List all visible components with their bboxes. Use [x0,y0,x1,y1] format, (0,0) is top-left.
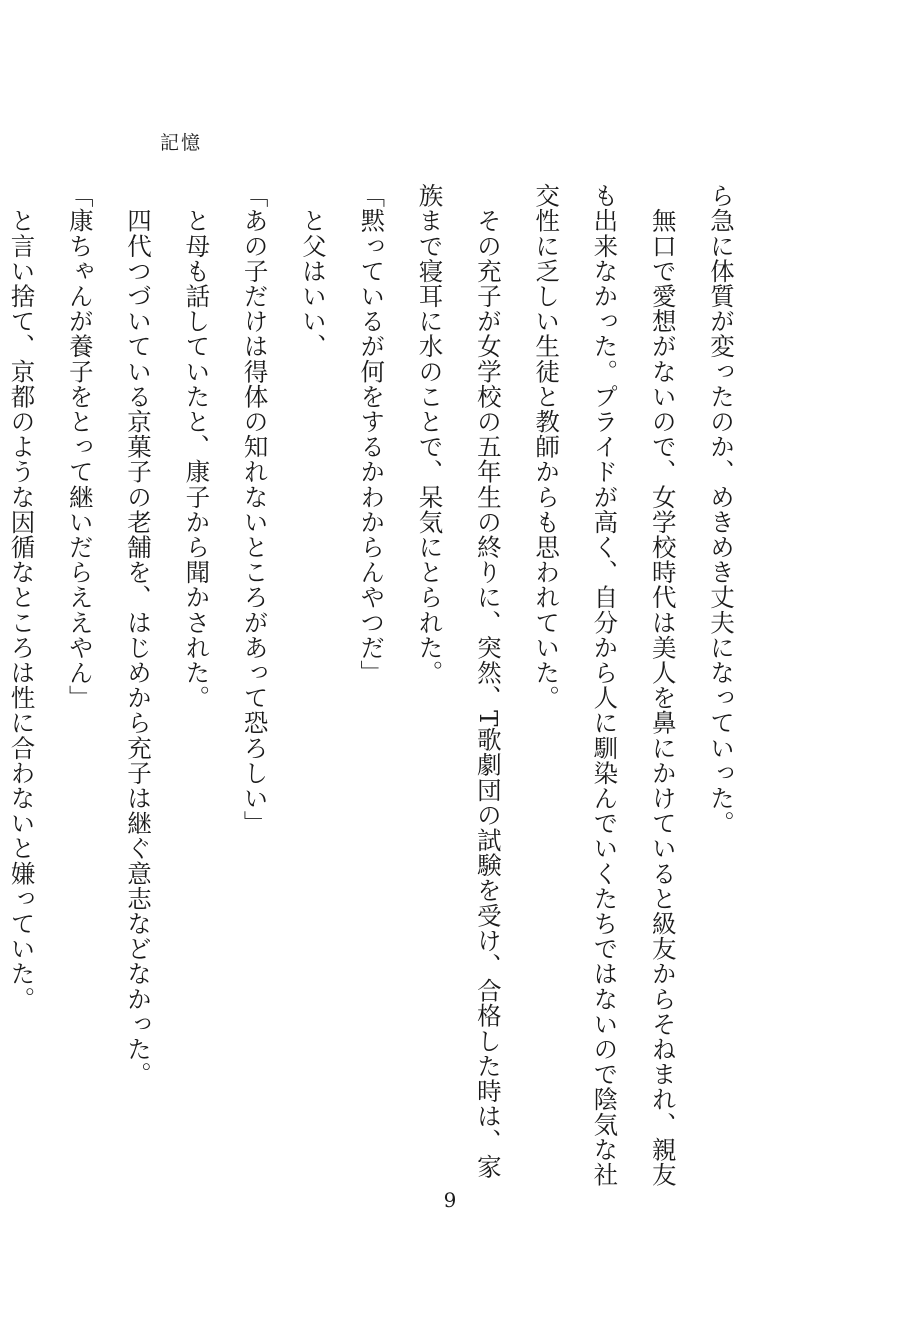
body-text [0,183,750,1187]
text-line: 族まで寝耳に水のことで、呆気にとられた。 [415,183,445,685]
page-number: 9 [443,1188,457,1212]
text-line: ら急に体質が変ったのか、めきめき丈夫になっていった。 [707,183,736,836]
text-line: 「康ちゃんが養子をとって継いだらええやん」 [65,183,95,711]
text-line: 無口で愛想がないので、女学校時代は美人を鼻にかけていると級友からそねまれ、親友 [648,183,678,1187]
text-line: と言い捨て、京都のような因循なところは性に合わないと嫌っていた。 [7,183,37,1012]
text-line: も出来なかった。プライドが高く、自分から人に馴染んでいくたちではないので陰気な社 [590,183,620,1187]
text-line: と父はいい、 [298,183,328,359]
running-head: 記憶 [160,132,203,154]
text-line: 「あの子だけは得体の知れないところがあって恐ろしい」 [240,183,270,836]
text-line: 「黙っているが何をするかわからんやつだ」 [357,183,387,685]
text-line: その充子が女学校の五年生の終りに、突然、T歌劇団の試験を受け、合格した時は、家 [473,183,503,1179]
text-line: 四代つづいている京菓子の老舗を、はじめから充子は継ぐ意志などなかった。 [124,183,154,1087]
text-line: 交性に乏しい生徒と教師からも思われていた。 [532,183,562,711]
text-line: と母も話していたと、康子から聞かされた。 [182,183,212,711]
